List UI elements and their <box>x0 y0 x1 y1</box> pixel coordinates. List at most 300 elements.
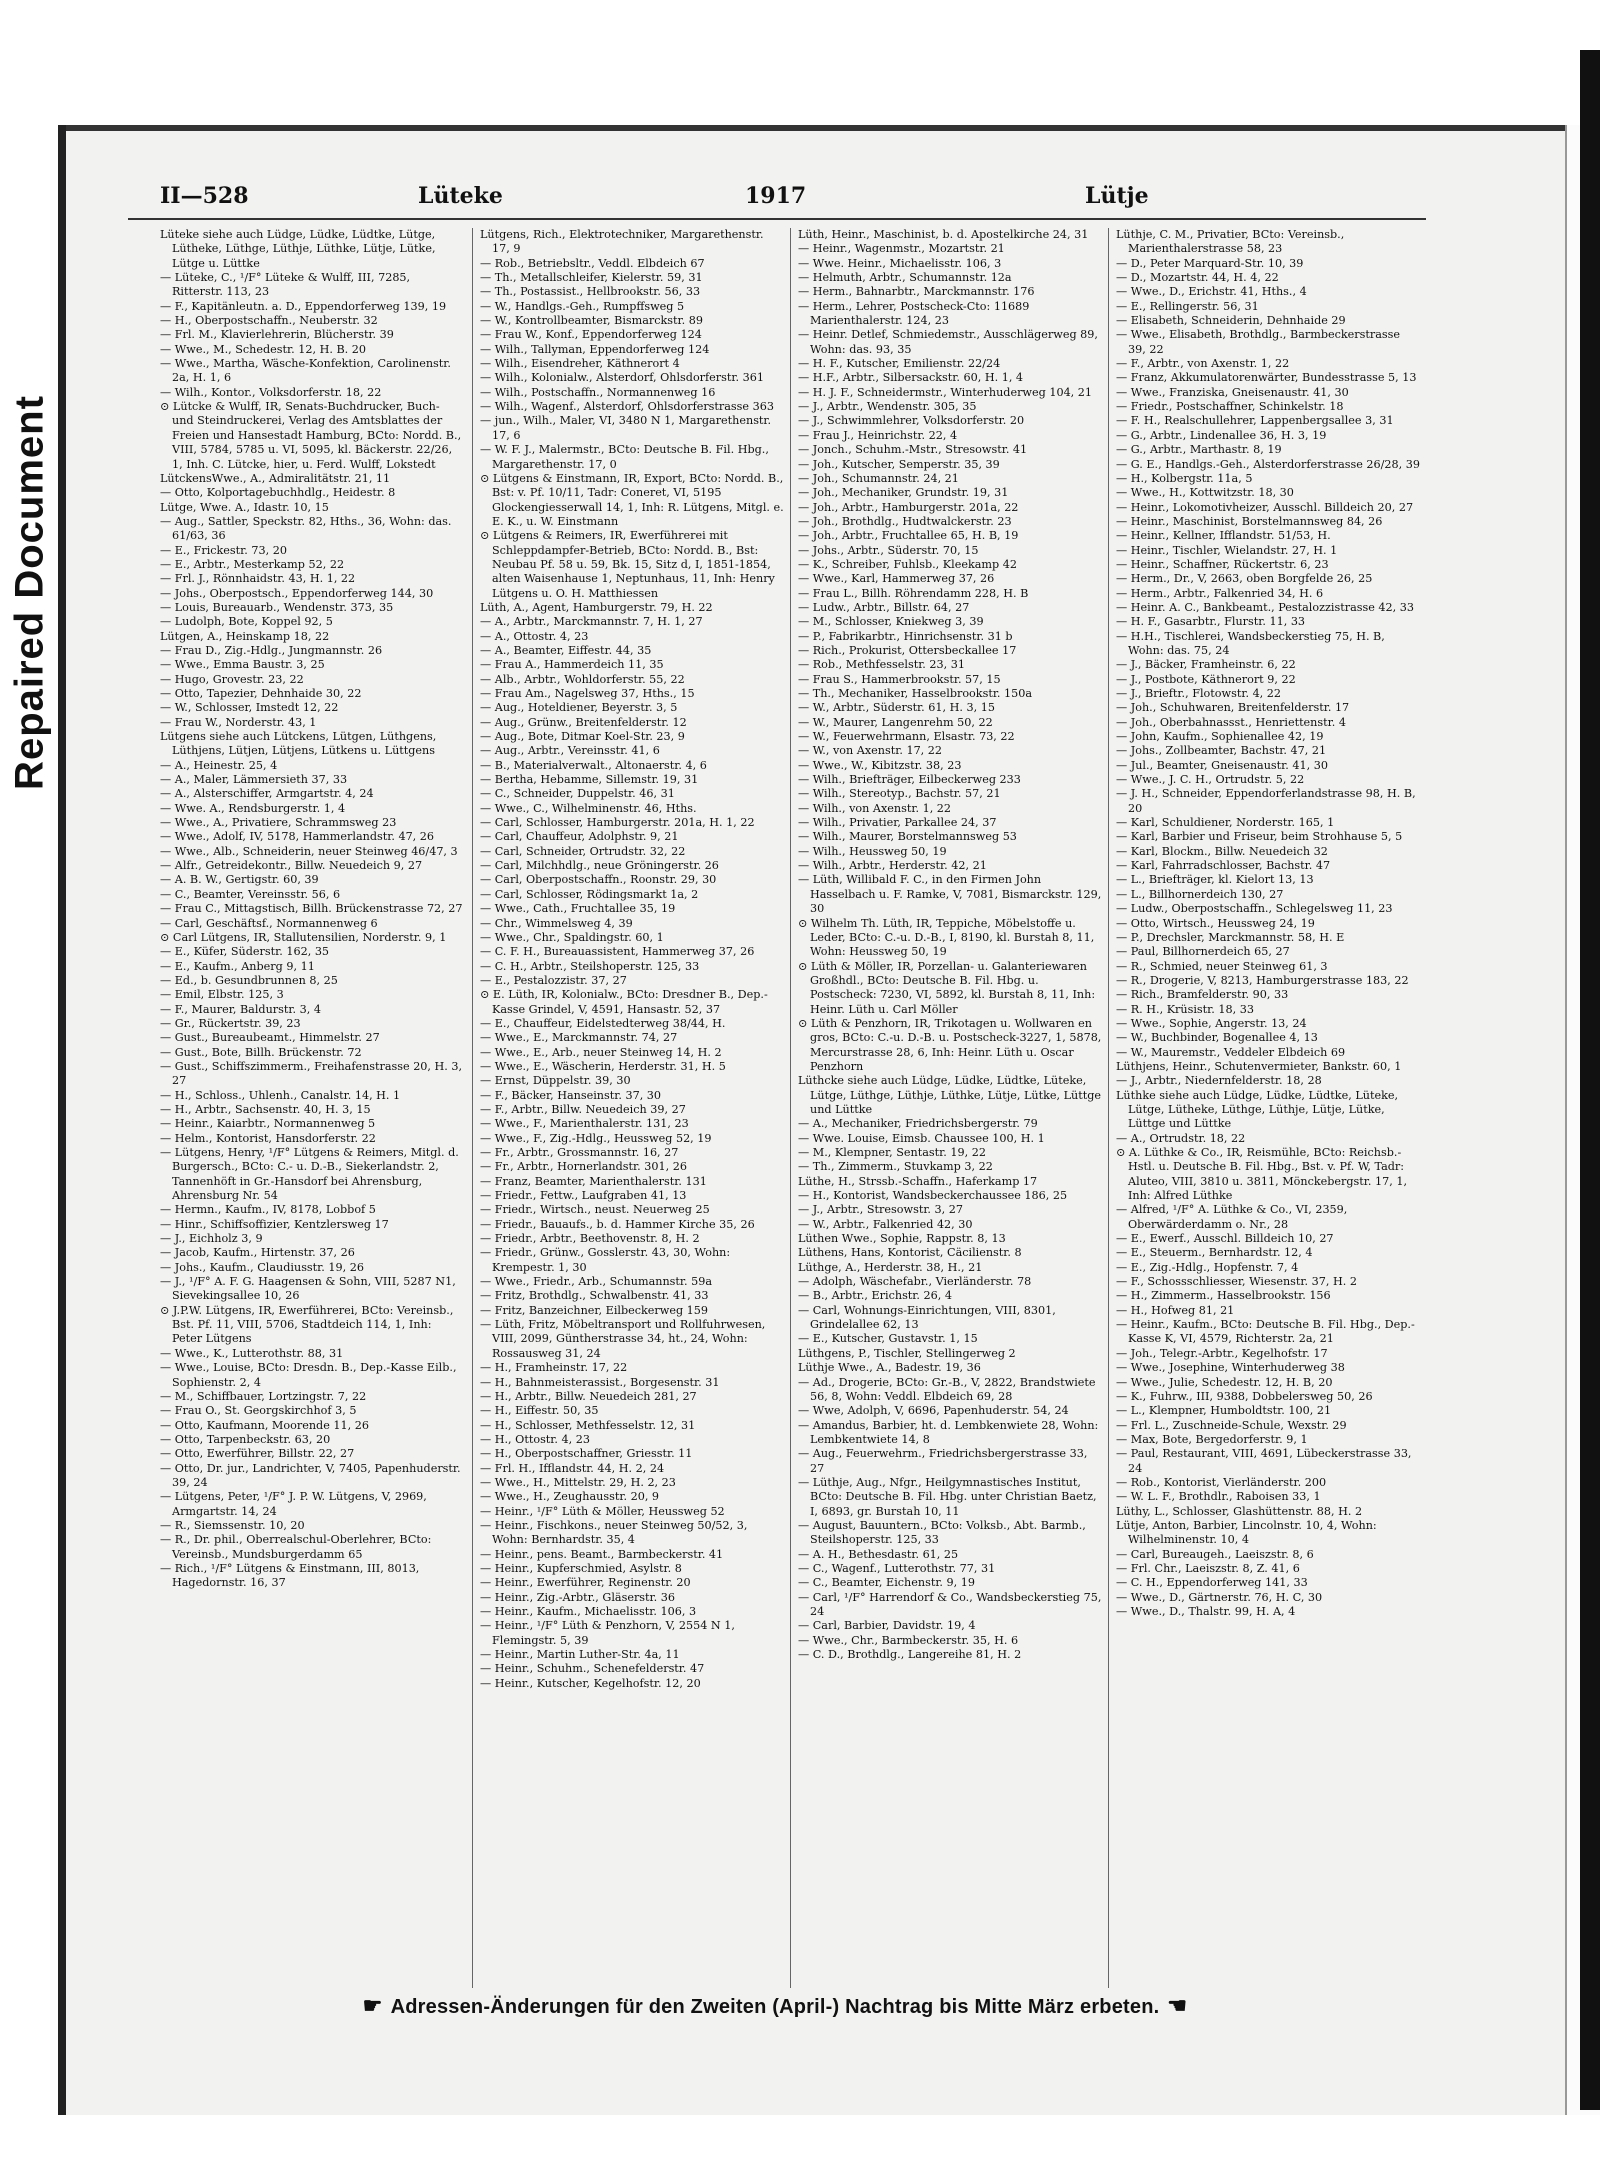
directory-entry: — A., Beamter, Eiffestr. 44, 35 <box>480 643 652 657</box>
directory-entry: — W., Mauremstr., Veddeler Elbdeich 69 <box>1116 1045 1346 1059</box>
directory-entry: — Friedr., Fettw., Laufgraben 41, 13 <box>480 1189 687 1203</box>
directory-entry: — Karl, Fahrradschlosser, Bachstr. 47 <box>1116 859 1331 873</box>
directory-entry: — Otto, Kolportagebuchhdlg., Heidestr. 8 <box>160 486 396 500</box>
directory-entry: Lüthjens, Heinr., Schutenvermieter, Bankstr. 60, 1 <box>1116 1059 1402 1073</box>
directory-entry: — Hinr., Schiffsoffizier, Kentzlersweg 17 <box>160 1217 389 1231</box>
column-divider <box>472 228 473 1988</box>
directory-entry: — F., Schossschliesser, Wiesenstr. 37, H. 2 <box>1116 1275 1357 1289</box>
directory-entry: — F., Arbtr., Billw. Neuedeich 39, 27 <box>480 1102 686 1116</box>
directory-entry: — Frau S., Hammerbrookstr. 57, 15 <box>798 672 1001 686</box>
directory-entry: — Helm., Kontorist, Hansdorferstr. 22 <box>160 1131 376 1145</box>
directory-entry: — Heinr., Martin Luther-Str. 4a, 11 <box>480 1648 680 1662</box>
directory-entry: — Fritz, Banzeichner, Eilbeckerweg 159 <box>480 1303 709 1317</box>
directory-entry: — Jacob, Kaufm., Hirtenstr. 37, 26 <box>160 1246 355 1260</box>
directory-entry: — Fritz, Brothdlg., Schwalbenstr. 41, 33 <box>480 1289 709 1303</box>
directory-entry: — J., Arbtr., Wendenstr. 305, 35 <box>798 400 977 414</box>
directory-entry: — E., Ewerf., Ausschl. Billdeich 10, 27 <box>1116 1232 1334 1246</box>
directory-entry: — H., Framheinstr. 17, 22 <box>480 1361 628 1375</box>
directory-entry: — Wwe., Cath., Fruchtallee 35, 19 <box>480 902 676 916</box>
directory-entry: — J., Bäcker, Framheinstr. 6, 22 <box>1116 658 1296 672</box>
directory-entry: — Heinr., Kutscher, Kegelhofstr. 12, 20 <box>480 1676 701 1690</box>
directory-entry: — Jul., Beamter, Gneisenaustr. 41, 30 <box>1116 758 1328 772</box>
directory-entry: — Max, Bote, Bergedorferstr. 9, 1 <box>1116 1432 1308 1446</box>
directory-entry: — K., Schreiber, Fuhlsb., Kleekamp 42 <box>798 557 1017 571</box>
directory-entry: — C. H., Eppendorferweg 141, 33 <box>1116 1576 1308 1590</box>
directory-entry: — Joh., Schumannstr. 24, 21 <box>798 471 959 485</box>
directory-entry: — A., Mechaniker, Friedrichsbergerstr. 79 <box>798 1117 1038 1131</box>
scanner-edge <box>1580 50 1600 2110</box>
directory-entry: — L., Briefträger, kl. Kielort 13, 13 <box>1116 873 1314 887</box>
directory-entry: — H., Zimmerm., Hasselbrookstr. 156 <box>1116 1289 1331 1303</box>
directory-entry: — Carl, Schneider, Ortrudstr. 32, 22 <box>480 844 686 858</box>
directory-entry: — B., Arbtr., Erichstr. 26, 4 <box>798 1289 953 1303</box>
directory-entry: — Wwe., Emma Baustr. 3, 25 <box>160 658 325 672</box>
directory-entry: — Wwe., H., Zeughausstr. 20, 9 <box>480 1490 660 1504</box>
directory-entry: — Gr., Rückertstr. 39, 23 <box>160 1016 301 1030</box>
directory-entry: — W., Kontrollbeamter, Bismarckstr. 89 <box>480 314 704 328</box>
directory-entry: — J., Brieftr., Flotowstr. 4, 22 <box>1116 687 1282 700</box>
directory-entry: — M., Schiffbauer, Lortzingstr. 7, 22 <box>160 1389 367 1403</box>
directory-entry: — Otto, Kaufmann, Moorende 11, 26 <box>160 1418 369 1432</box>
directory-entry: — Herm., Lehrer, Postscheck-Cto: 11689 Marienthalerstr. 124, 23 <box>798 299 1030 328</box>
directory-entry: — Frau W., Konf., Eppendorferweg 124 <box>480 328 702 342</box>
directory-entry: — Wilh., Briefträger, Eilbeckerweg 233 <box>798 773 1021 787</box>
directory-entry: — Alfred, ¹/F° A. Lüthke & Co., VI, 2359, Oberwärderdamm o. Nr., 28 <box>1116 1203 1348 1231</box>
directory-entry: Lüthgens, P., Tischler, Stellingerweg 2 <box>798 1346 1016 1360</box>
directory-entry: — Wwe., Franziska, Gneisenaustr. 41, 30 <box>1116 385 1349 399</box>
directory-entry: — Joh., Kutscher, Semperstr. 35, 39 <box>798 457 1000 471</box>
directory-entry: — Gust., Bote, Billh. Brückenstr. 72 <box>160 1045 362 1059</box>
directory-entry: — Lüthje, Aug., Nfgr., Heilgymnastisches Institut, BCto: Deutsche B. Fil. Hbg. unter Christian Baetz, I, 6893, gr. Burstah 10, 11 <box>798 1475 1097 1518</box>
directory-entry: — Joh., Schuhwaren, Breitenfelderstr. 17 <box>1116 701 1350 715</box>
directory-entry: — Heinr., ¹/F° Lüth & Möller, Heussweg 52 <box>480 1504 725 1518</box>
column-3 <box>798 228 1102 1988</box>
directory-entry: — Carl, Schlosser, Rödingsmarkt 1a, 2 <box>480 887 699 901</box>
directory-entry: — Wwe., Josephine, Winterhuderweg 38 <box>1116 1361 1345 1375</box>
directory-entry: — Herm., Arbtr., Falkenried 34, H. 6 <box>1116 586 1324 600</box>
directory-entry: ⊙ Lüth & Penzhorn, IR, Trikotagen u. Wollwaren en gros, BCto: C.-u. D.-B. u. Postscheck-3227, 1, 5878, Mercurstrasse 28, 6, Inh: Heinr. Lüth u. Oscar Penzhorn <box>798 1016 1102 1073</box>
directory-entry: — Rob., Kontorist, Vierländerstr. 200 <box>1116 1475 1327 1489</box>
directory-entry: — E., Kaufm., Anberg 9, 11 <box>160 959 315 973</box>
directory-entry: — Wilh., Kolonialw., Alsterdorf, Ohlsdorferstr. 361 <box>480 371 764 385</box>
directory-entry: — Carl, Oberpostschaffn., Roonstr. 29, 30 <box>480 873 717 887</box>
directory-entry: — F., Arbtr., von Axenstr. 1, 22 <box>1116 357 1290 371</box>
directory-entry: — Heinr., Kupferschmied, Asylstr. 8 <box>480 1561 682 1575</box>
directory-entry: — W., Maurer, Langenrehm 50, 22 <box>798 715 993 729</box>
directory-entry: — Frau A., Hammerdeich 11, 35 <box>480 658 664 672</box>
directory-entry: — Heinr., Tischler, Wielandstr. 27, H. 1 <box>1116 543 1338 557</box>
directory-entry: — H., Ottostr. 4, 23 <box>480 1432 590 1446</box>
directory-entry: — Fr., Arbtr., Grossmannstr. 16, 27 <box>480 1146 679 1159</box>
directory-entry: — Wwe., H., Kottwitzstr. 18, 30 <box>1116 486 1294 500</box>
directory-entry: — Wwe. Heinr., Michaelisstr. 106, 3 <box>798 256 1002 270</box>
directory-entry: — Carl, Wohnungs-Einrichtungen, VIII, 8301, Grindelallee 62, 13 <box>798 1303 1056 1332</box>
directory-entry: — F., Maurer, Baldurstr. 3, 4 <box>160 1002 321 1016</box>
directory-entry: — Joh., Mechaniker, Grundstr. 19, 31 <box>798 486 1009 500</box>
header-year: 1917 <box>745 183 807 209</box>
directory-entry: — Wwe., M., Schedestr. 12, H. B. 20 <box>160 342 367 356</box>
directory-entry: — E., Küfer, Süderstr. 162, 35 <box>160 945 330 959</box>
directory-entry: Lüthen Wwe., Sophie, Rappstr. 8, 13 <box>798 1232 1006 1246</box>
directory-entry: — Paul, Billhornerdeich 65, 27 <box>1116 945 1290 959</box>
directory-entry: — K., Fuhrw., III, 9388, Dobbelersweg 50, 26 <box>1116 1389 1373 1403</box>
directory-entry: — E., Kutscher, Gustavstr. 1, 15 <box>798 1332 978 1346</box>
directory-entry: — Frau Am., Nagelsweg 37, Hths., 15 <box>480 687 695 700</box>
header-rule <box>128 218 1426 220</box>
directory-entry: — F., Bäcker, Hanseinstr. 37, 30 <box>480 1088 662 1102</box>
directory-entry: ⊙ Wilhelm Th. Lüth, IR, Teppiche, Möbelstoffe u. Leder, BCto: C.-u. D.-B., I, 8190, kl. Burstah 8, 11, Wohn: Heussweg 50, 19 <box>798 916 1095 959</box>
directory-entry: — Heinr., Zig.-Arbtr., Gläserstr. 36 <box>480 1590 676 1604</box>
directory-entry: — Hermn., Kaufm., IV, 8178, Lobbof 5 <box>160 1203 376 1217</box>
directory-entry: — August, Bauuntern., BCto: Volksb., Abt. Barmb., Steilshoperstr. 125, 33 <box>798 1518 1086 1547</box>
directory-entry: — Rob., Methfesselstr. 23, 31 <box>798 658 966 672</box>
directory-entry: — H., Arbtr., Billw. Neuedeich 281, 27 <box>480 1389 697 1403</box>
directory-entry: Lüthje Wwe., A., Badestr. 19, 36 <box>798 1361 981 1375</box>
directory-entry: — Frau W., Norderstr. 43, 1 <box>160 715 317 729</box>
directory-entry: ⊙ Lüth & Möller, IR, Porzellan- u. Galanteriewaren Großhdl., BCto: Deutsche B. Fil. Hbg. u. Postscheck: 7230, VI, 5892, kl. Burstah 8, 11, Inh: Heinr. Lüth u. Carl Möller <box>798 959 1096 1016</box>
directory-entry: — C., Beamter, Eichenstr. 9, 19 <box>798 1576 976 1590</box>
directory-entry: — M., Klempner, Sentastr. 19, 22 <box>798 1146 986 1159</box>
directory-entry: — H. F., Kutscher, Emilienstr. 22/24 <box>798 357 1001 371</box>
directory-entry: — Wwe. A., Rendsburgerstr. 1, 4 <box>160 801 346 815</box>
directory-entry: — Otto, Dr. jur., Landrichter, V, 7405, Papenhuderstr. 39, 24 <box>160 1461 461 1489</box>
directory-entry: — Wwe., W., Kibitzstr. 38, 23 <box>798 758 962 772</box>
directory-entry: — C., Beamter, Vereinsstr. 56, 6 <box>160 887 341 901</box>
directory-entry: — Elisabeth, Schneiderin, Dehnhaide 29 <box>1116 314 1346 328</box>
directory-entry: — R. H., Krüsistr. 18, 33 <box>1116 1002 1254 1016</box>
directory-entry: Lütgens siehe auch Lütckens, Lütgen, Lüthgens, Lüthjens, Lütjen, Lütjens, Lütkens u. Lüttgens <box>160 730 437 758</box>
directory-entry: — Wwe., Karl, Hammerweg 37, 26 <box>798 572 995 586</box>
directory-entry: — Louis, Bureauarb., Wendenstr. 373, 35 <box>160 600 394 614</box>
directory-entry: — Carl, Geschäftsf., Normannenweg 6 <box>160 916 378 930</box>
directory-entry: — A., Alsterschiffer, Armgartstr. 4, 24 <box>160 787 374 801</box>
directory-entry: Lütgens, Rich., Elektrotechniker, Margarethenstr. 17, 9 <box>480 228 764 256</box>
directory-entry: — Carl, Bureaugeh., Laeiszstr. 8, 6 <box>1116 1547 1314 1561</box>
directory-entry: Lütgen, A., Heinskamp 18, 22 <box>160 629 330 643</box>
directory-entry: — Aug., Sattler, Speckstr. 82, Hths., 36, Wohn: das. 61/63, 36 <box>160 514 452 543</box>
directory-entry: — C. D., Brothdlg., Langereihe 81, H. 2 <box>798 1648 1022 1662</box>
page-number: II—528 <box>160 183 249 209</box>
directory-entry: — Carl, Chauffeur, Adolphstr. 9, 21 <box>480 830 679 844</box>
directory-entry: — H.F., Arbtr., Silbersackstr. 60, H. 1, 4 <box>798 371 1024 385</box>
directory-entry: Lüth, Heinr., Maschinist, b. d. Apostelkirche 24, 31 <box>798 228 1089 241</box>
directory-entry: — Aug., Feuerwehrm., Friedrichsbergerstrasse 33, 27 <box>798 1447 1088 1475</box>
directory-entry: — H., Eiffestr. 50, 35 <box>480 1404 599 1418</box>
directory-entry: — H., Schlosser, Methfesselstr. 12, 31 <box>480 1418 696 1432</box>
directory-entry: Lüteke siehe auch Lüdge, Lüdke, Lüdtke, Lütge, Lütheke, Lüthge, Lüthje, Lüthke, Lütje, Lütke, Lütge u. Lüttke <box>160 228 436 270</box>
directory-entry: — Aug., Bote, Ditmar Koel-Str. 23, 9 <box>480 730 685 744</box>
directory-entry: Lüthy, L., Schlosser, Glashüttenstr. 88, H. 2 <box>1116 1504 1363 1518</box>
directory-entry: — Th., Postassist., Hellbrookstr. 56, 33 <box>480 285 701 299</box>
directory-entry: — Heinr., Kaufm., Michaelisstr. 106, 3 <box>480 1605 697 1618</box>
directory-entry: — R., Schmied, neuer Steinweg 61, 3 <box>1116 959 1328 973</box>
directory-entry: — Otto, Tapezier, Dehnhaide 30, 22 <box>160 687 362 700</box>
directory-entry: — Ludw., Arbtr., Billstr. 64, 27 <box>798 600 970 614</box>
directory-entry: — H., Oberpostschaffn., Neuberstr. 32 <box>160 314 378 328</box>
directory-entry: — H., Oberpostschaffner, Griesstr. 11 <box>480 1447 693 1461</box>
directory-entry: — Wilh., von Axenstr. 1, 22 <box>798 801 952 815</box>
directory-entry: — Frau J., Heinrichstr. 22, 4 <box>798 428 958 442</box>
directory-entry: — J., Eichholz 3, 9 <box>160 1232 263 1246</box>
directory-entry: — Lütgens, Peter, ¹/F° J. P. W. Lütgens, V, 2969, Armgartstr. 14, 24 <box>160 1490 427 1518</box>
directory-entry: Lüthens, Hans, Kontorist, Cäcilienstr. 8 <box>798 1246 1022 1260</box>
directory-entry: — Wwe., Adolf, IV, 5178, Hammerlandstr. 47, 26 <box>160 830 435 844</box>
directory-entry: — Chr., Wimmelsweg 4, 39 <box>480 916 633 930</box>
directory-entry: — Wwe., Alb., Schneiderin, neuer Steinweg 46/47, 3 <box>160 844 458 858</box>
directory-entry: — Th., Mechaniker, Hasselbrookstr. 150a <box>798 687 1033 700</box>
directory-entry: — Frau C., Mittagstisch, Billh. Brückenstrasse 72, 27 <box>160 902 463 916</box>
column-4 <box>1116 228 1420 1988</box>
directory-entry: — Lütgens, Henry, ¹/F° Lütgens & Reimers, Mitgl. d. Burgersch., BCto: C.- u. D.-B., Siekerlandstr. 2, Tannenhöft in Gr.-Hansdorf bei Ahrensburg, Ahrensburg Nr. 54 <box>160 1146 459 1203</box>
repaired-document-label: Repaired Document <box>7 395 52 790</box>
directory-entry: — A. H., Bethesdastr. 61, 25 <box>798 1547 959 1561</box>
directory-entry: — J., Arbtr., Stresowstr. 3, 27 <box>798 1203 964 1217</box>
directory-entry: — Jonch., Schuhm.-Mstr., Stresowstr. 41 <box>798 443 1028 457</box>
directory-entry: — L., Klempner, Humboldtstr. 100, 21 <box>1116 1404 1332 1418</box>
directory-entry: — Wilh., Maurer, Borstelmannsweg 53 <box>798 830 1017 844</box>
header-first-word: Lüteke <box>418 183 503 209</box>
directory-entry: — M., Schlosser, Kniekweg 3, 39 <box>798 615 984 629</box>
directory-entry: Lüthje, C. M., Privatier, BCto: Vereinsb., Marienthalerstrasse 58, 23 <box>1116 228 1345 256</box>
directory-entry: — Wilh., Arbtr., Herderstr. 42, 21 <box>798 859 987 873</box>
directory-entry: — J., Arbtr., Niedernfelderstr. 18, 28 <box>1116 1074 1322 1088</box>
directory-entry: — Frl. L., Zuschneide-Schule, Wexstr. 29 <box>1116 1418 1347 1432</box>
directory-entry: — Wwe., E., Marckmannstr. 74, 27 <box>480 1031 678 1045</box>
directory-entry: — Wwe., E., Arb., neuer Steinweg 14, H. 2 <box>480 1045 722 1059</box>
directory-entry: — Franz, Beamter, Marienthalerstr. 131 <box>480 1174 707 1188</box>
directory-entry: — Wwe., Louise, BCto: Dresdn. B., Dep.-Kasse Eilb., Sophienstr. 2, 4 <box>160 1361 457 1389</box>
directory-entry: — Carl, Barbier, Davidstr. 19, 4 <box>798 1619 976 1633</box>
directory-entry: — Heinr. Detlef, Schmiedemstr., Ausschlägerweg 89, Wohn: das. 93, 35 <box>798 328 1098 356</box>
directory-entry: — R., Dr. phil., Oberrealschul-Oberlehrer, BCto: Vereinsb., Mundsburgerdamm 65 <box>160 1533 432 1561</box>
directory-entry: — Heinr., Kaufm., BCto: Deutsche B. Fil. Hbg., Dep.-Kasse K, VI, 4579, Richterstr. 2a, 21 <box>1116 1318 1415 1346</box>
directory-entry: — Wwe., D., Gärtnerstr. 76, H. C, 30 <box>1116 1590 1323 1604</box>
directory-entry: — W., Arbtr., Süderstr. 61, H. 3, 15 <box>798 701 995 715</box>
directory-entry: — A. B. W., Gertigstr. 60, 39 <box>160 873 319 887</box>
directory-entry: — Heinr., Maschinist, Borstelmannsweg 84, 26 <box>1116 514 1383 528</box>
directory-entry: ⊙ Lütgens & Einstmann, IR, Export, BCto: Nordd. B., Bst: v. Pf. 10/11, Tadr: Coneret, VI, 5195 Glockengiesserwall 14, 1, Inh: R. Lütgens, Mitgl. e. E. K., u. W. Einstmann <box>480 471 784 528</box>
directory-entry: — W. F. J., Malermstr., BCto: Deutsche B. Fil. Hbg., Margarethenstr. 17, 0 <box>480 443 769 471</box>
directory-entry: — Heinr., Kaiarbtr., Normannenweg 5 <box>160 1117 376 1131</box>
directory-entry: ⊙ Carl Lütgens, IR, Stallutensilien, Norderstr. 9, 1 <box>160 930 447 944</box>
directory-entry: — Frl. J., Rönnhaidstr. 43, H. 1, 22 <box>160 572 356 586</box>
directory-entry: — Th., Metallschleifer, Kielerstr. 59, 31 <box>480 271 703 285</box>
directory-entry: — Friedr., Bauaufs., b. d. Hammer Kirche 35, 26 <box>480 1217 755 1231</box>
directory-entry: — Herm., Bahnarbtr., Marckmannstr. 176 <box>798 285 1035 299</box>
directory-entry: — Carl, ¹/F° Harrendorf & Co., Wandsbeckerstieg 75, 24 <box>798 1590 1102 1618</box>
directory-entry: — Ed., b. Gesundbrunnen 8, 25 <box>160 973 338 987</box>
directory-entry: — Heinr., Fischkons., neuer Steinweg 50/52, 3, Wohn: Bernhardstr. 35, 4 <box>480 1518 748 1547</box>
directory-entry: — Heinr. A. C., Bankbeamt., Pestalozzistrasse 42, 33 <box>1116 600 1414 614</box>
directory-entry: — Johs., Arbtr., Süderstr. 70, 15 <box>798 543 979 557</box>
directory-entry: — J., Postbote, Käthnerort 9, 22 <box>1116 672 1296 686</box>
directory-entry: — A., Maler, Lämmersieth 37, 33 <box>160 773 348 787</box>
directory-entry: — E., Zig.-Hdlg., Hopfenstr. 7, 4 <box>1116 1260 1299 1274</box>
directory-entry: — jun., Wilh., Maler, VI, 3480 N 1, Margarethenstr. 17, 6 <box>480 414 772 442</box>
directory-entry: — Otto, Wirtsch., Heussweg 24, 19 <box>1116 916 1315 930</box>
directory-entry: ⊙ Lütcke & Wulff, IR, Senats-Buchdrucker, Buch- und Steindruckerei, Verlag des Amtsblattes der Freien und Hansestadt Hamburg, BCto: Nordd. B., VIII, 5784, 5785 u. VI, 5095, kl. Bäckerstr. 22/26, 1, Inh. C. Lütcke, hier, u. Ferd. Wulff, Lokstedt <box>160 400 462 471</box>
directory-entry: — H., Kolbergstr. 11a, 5 <box>1116 471 1253 485</box>
directory-entry: — Heinr., Lokomotivheizer, Ausschl. Billdeich 20, 27 <box>1116 500 1414 514</box>
column-2 <box>480 228 784 1988</box>
directory-entry: — W., Buchbinder, Bogenallee 4, 13 <box>1116 1031 1318 1045</box>
page-header <box>160 183 1430 217</box>
directory-entry: — J. H., Schneider, Eppendorferlandstrasse 98, H. B, 20 <box>1116 787 1416 815</box>
directory-entry: — Johs., Zollbeamter, Bachstr. 47, 21 <box>1116 744 1327 758</box>
directory-entry: — Herm., Dr., V, 2663, oben Borgfelde 26, 25 <box>1116 572 1373 586</box>
directory-entry: — P., Drechsler, Marckmannstr. 58, H. E <box>1116 930 1345 944</box>
directory-entry: — Aug., Grünw., Breitenfelderstr. 12 <box>480 715 687 729</box>
directory-entry: — A., Ortrudstr. 18, 22 <box>1116 1131 1246 1145</box>
directory-entry: LütckensWwe., A., Admiralitätstr. 21, 11 <box>160 471 391 485</box>
directory-entry: — W., Feuerwehrmann, Elsastr. 73, 22 <box>798 730 1015 744</box>
directory-entry: — Wilh., Privatier, Parkallee 24, 37 <box>798 816 997 830</box>
directory-entry: — Gust., Bureaubeamt., Himmelstr. 27 <box>160 1031 380 1045</box>
directory-entry: — Heinr., ¹/F° Lüth & Penzhorn, V, 2554 N 1, Flemingstr. 5, 39 <box>480 1619 735 1647</box>
directory-entry: — Frau O., St. Georgskirchhof 3, 5 <box>160 1404 357 1418</box>
directory-entry: — Wwe., A., Privatiere, Schrammsweg 23 <box>160 816 397 830</box>
directory-entry: ⊙ A. Lüthke & Co., IR, Reismühle, BCto: Reichsb.-Hstl. u. Deutsche B. Fil. Hbg., Bst. v. Pf. W, Tadr: Aluteo, VIII, 3810 u. 3811, Mönckebergstr. 17, 1, Inh: Alfred Lüthke <box>1116 1146 1408 1203</box>
directory-entry: — W., Handlgs.-Geh., Rumpffsweg 5 <box>480 299 685 313</box>
directory-entry: — Wwe., Julie, Schedestr. 12, H. B, 20 <box>1116 1375 1333 1389</box>
directory-entry: — Wwe. Louise, Eimsb. Chaussee 100, H. 1 <box>798 1131 1045 1145</box>
directory-entry: — Heinr., Schuhm., Schenefelderstr. 47 <box>480 1662 705 1676</box>
directory-entry: — Heinr., pens. Beamt., Barmbeckerstr. 41 <box>480 1547 724 1561</box>
directory-entry: — Frl. Chr., Laeiszstr. 8, Z. 41, 6 <box>1116 1561 1300 1575</box>
directory-columns <box>160 228 1430 2008</box>
directory-entry: — L., Billhornerdeich 130, 27 <box>1116 887 1284 901</box>
directory-entry: — Fr., Arbtr., Hornerlandstr. 301, 26 <box>480 1160 687 1174</box>
pointing-hand-icon: ☛ <box>1167 1993 1188 2018</box>
directory-entry: — C., Wagenf., Lutterothstr. 77, 31 <box>798 1561 996 1575</box>
directory-entry: — Friedr., Grünw., Gosslerstr. 43, 30, Wohn: Krempestr. 1, 30 <box>480 1246 731 1274</box>
directory-entry: — Aug., Arbtr., Vereinsstr. 41, 6 <box>480 744 660 758</box>
side-banner <box>0 150 52 790</box>
directory-entry: — D., Mozartstr. 44, H. 4, 22 <box>1116 271 1279 285</box>
header-last-word: Lütje <box>1085 183 1149 209</box>
directory-entry: — H. F., Gasarbtr., Flurstr. 11, 33 <box>1116 615 1306 629</box>
directory-entry: Lüthge, A., Herderstr. 38, H., 21 <box>798 1260 983 1274</box>
directory-entry: — Heinr., Wagenmstr., Mozartstr. 21 <box>798 242 1005 256</box>
column-divider <box>790 228 791 1988</box>
directory-entry: — H., Kontorist, Wandsbeckerchaussee 186, 25 <box>798 1189 1068 1203</box>
directory-entry: — Lüteke, C., ¹/F° Lüteke & Wulff, III, 7285, Ritterstr. 113, 23 <box>160 271 411 299</box>
directory-entry: — J., Schwimmlehrer, Volksdorferstr. 20 <box>798 414 1025 428</box>
directory-entry: — Friedr., Wirtsch., neust. Neuerweg 25 <box>480 1203 710 1217</box>
directory-entry: — E., Chauffeur, Eidelstedterweg 38/44, H. <box>480 1016 726 1030</box>
directory-entry: — Joh., Telegr.-Arbtr., Kegelhofstr. 17 <box>1116 1346 1328 1360</box>
directory-entry: — Friedr., Postschaffner, Schinkelstr. 18 <box>1116 400 1344 414</box>
directory-entry: — Karl, Blockm., Billw. Neuedeich 32 <box>1116 844 1328 858</box>
directory-entry: — Alb., Arbtr., Wohldorferstr. 55, 22 <box>480 672 685 686</box>
directory-entry: — Ernst, Düppelstr. 39, 30 <box>480 1074 631 1088</box>
directory-entry: Lütge, Wwe. A., Idastr. 10, 15 <box>160 500 329 514</box>
directory-entry: — Wwe., J. C. H., Ortrudstr. 5, 22 <box>1116 773 1305 787</box>
directory-entry: ⊙ Lütgens & Reimers, IR, Ewerführerei mit Schleppdampfer-Betrieb, BCto: Nordd. B., Bst: Neubau Pf. 58 u. 59, Bk. 15, Sitz d, I, 1851-1854, alten Waisenhause 1, Neptunhaus, 11, Inh: Henry Lütgens u. O. H. Matthiessen <box>480 529 775 600</box>
directory-entry: ⊙ E. Lüth, IR, Kolonialw., BCto: Dresdner B., Dep.-Kasse Grindel, V, 4591, Hansastr. 52, 37 <box>480 988 768 1016</box>
directory-entry: — Rich., Prokurist, Ottersbeckallee 17 <box>798 643 1017 657</box>
column-divider <box>1108 228 1109 1988</box>
directory-entry: — B., Materialverwalt., Altonaerstr. 4, 6 <box>480 758 707 772</box>
directory-entry: — Wwe, Adolph, V, 6696, Papenhuderstr. 54, 24 <box>798 1404 1069 1418</box>
directory-entry: — Wwe., Chr., Barmbeckerstr. 35, H. 6 <box>798 1633 1019 1647</box>
directory-entry: — Joh., Brothdlg., Hudtwalckerstr. 23 <box>798 514 1012 528</box>
directory-entry: — Gust., Schiffszimmerm., Freihafenstrasse 20, H. 3, 27 <box>160 1059 463 1088</box>
directory-entry: — Ad., Drogerie, BCto: Gr.-B., V, 2822, Brandstwiete 56, 8, Wohn: Veddl. Elbdeich 69, 28 <box>798 1375 1096 1403</box>
directory-entry: — Joh., Oberbahnassst., Henriettenstr. 4 <box>1116 715 1346 729</box>
directory-entry: — G., Arbtr., Lindenallee 36, H. 3, 19 <box>1116 428 1327 442</box>
directory-entry: — Ludolph, Bote, Koppel 92, 5 <box>160 615 333 629</box>
directory-entry: — W. L. F., Brothdlr., Raboisen 33, 1 <box>1116 1490 1321 1504</box>
directory-entry: — Rich., Bramfelderstr. 90, 33 <box>1116 988 1289 1002</box>
directory-entry: — Wwe., D., Erichstr. 41, Hths., 4 <box>1116 285 1307 299</box>
directory-entry: — Wilh., Eisendreher, Käthnerort 4 <box>480 357 680 371</box>
directory-entry: — J., ¹/F° A. F. G. Haagensen & Sohn, VIII, 5287 N1, Sievekingsallee 10, 26 <box>160 1275 456 1303</box>
directory-entry: — Alfr., Getreidekontr., Billw. Neuedeich 9, 27 <box>160 859 423 873</box>
directory-entry: — P., Fabrikarbtr., Hinrichsenstr. 31 b <box>798 629 1013 643</box>
directory-entry: — Wwe., Chr., Spaldingstr. 60, 1 <box>480 930 664 944</box>
directory-entry: — E., Pestalozzistr. 37, 27 <box>480 973 627 987</box>
directory-entry: — C. F. H., Bureauassistent, Hammerweg 37, 26 <box>480 945 755 959</box>
directory-entry: — Joh., Arbtr., Fruchtallee 65, H. B, 19 <box>798 529 1019 543</box>
directory-entry: — H.H., Tischlerei, Wandsbeckerstieg 75, H. B, Wohn: das. 75, 24 <box>1116 629 1385 657</box>
directory-entry: — D., Peter Marquard-Str. 10, 39 <box>1116 256 1304 270</box>
directory-entry: — Lüth, Willibald F. C., in den Firmen John Hasselbach u. F. Ramke, V, 7081, Bismarckstr. 129, 30 <box>798 873 1102 916</box>
directory-entry: — Wwe., C., Wilhelminenstr. 46, Hths. <box>480 801 697 815</box>
directory-entry: — A., Heinestr. 25, 4 <box>160 758 278 772</box>
directory-entry: — Frau D., Zig.-Hdlg., Jungmannstr. 26 <box>160 643 383 657</box>
directory-entry: — Wwe., F., Marienthalerstr. 131, 23 <box>480 1117 689 1131</box>
directory-entry: — C., Schneider, Duppelstr. 46, 31 <box>480 787 675 801</box>
directory-entry: Lüthcke siehe auch Lüdge, Lüdke, Lüdtke, Lüteke, Lütge, Lüthge, Lüthje, Lüthke, Lütje, Lütke, Lüttge und Lüttke <box>798 1074 1102 1116</box>
directory-entry: — Otto, Ewerführer, Billstr. 22, 27 <box>160 1447 355 1461</box>
directory-entry: — G., Arbtr., Marthastr. 8, 19 <box>1116 443 1282 457</box>
directory-entry: ⊙ J.P.W. Lütgens, IR, Ewerführerei, BCto: Vereinsb., Bst. Pf. 11, VIII, 5706, Stadtdeich 114, 1, Inh: Peter Lütgens <box>160 1303 454 1346</box>
directory-entry: — Wwe., F., Zig.-Hdlg., Heussweg 52, 19 <box>480 1131 712 1145</box>
directory-entry: — Heinr., Schaffner, Rückertstr. 6, 23 <box>1116 557 1329 571</box>
directory-entry: — W., Arbtr., Falkenried 42, 30 <box>798 1217 973 1231</box>
directory-entry: — R., Siemssenstr. 10, 20 <box>160 1518 305 1532</box>
directory-entry: — Wilh., Stereotyp., Bachstr. 57, 21 <box>798 787 1001 801</box>
directory-entry: — Wwe., H., Mittelstr. 29, H. 2, 23 <box>480 1475 676 1489</box>
directory-entry: — Bertha, Hebamme, Sillemstr. 19, 31 <box>480 773 699 787</box>
directory-entry: — E., Rellingerstr. 56, 31 <box>1116 299 1259 313</box>
directory-entry: — Wwe., Sophie, Angerstr. 13, 24 <box>1116 1016 1307 1030</box>
directory-entry: Lüthe, H., Strssb.-Schaffn., Haferkamp 17 <box>798 1174 1038 1188</box>
directory-entry: — H., Bahnmeisterassist., Borgesenstr. 31 <box>480 1375 720 1389</box>
directory-entry: — Rob., Betriebsltr., Veddl. Elbdeich 67 <box>480 256 705 270</box>
directory-entry: — H., Schloss., Uhlenh., Canalstr. 14, H. 1 <box>160 1088 401 1102</box>
directory-entry: — Wwe., E., Wäscherin, Herderstr. 31, H. 5 <box>480 1059 726 1073</box>
directory-entry: — Emil, Elbstr. 125, 3 <box>160 988 284 1002</box>
directory-entry: — Heinr., Kellner, Ifflandstr. 51/53, H. <box>1116 529 1331 543</box>
directory-entry: — Amandus, Barbier, ht. d. Lembkenwiete 28, Wohn: Lembkentwiete 14, 8 <box>798 1418 1099 1446</box>
footer-text: Adressen-Änderungen für den Zweiten (April-) Nachtrag bis Mitte März erbeten. <box>390 1996 1160 2018</box>
directory-entry: — W., Schlosser, Imstedt 12, 22 <box>160 701 339 715</box>
directory-entry: — Lüth, Fritz, Möbeltransport und Rollfuhrwesen, VIII, 2099, Güntherstrasse 34, ht., 24, Wohn: Rossausweg 31, 24 <box>480 1318 766 1360</box>
directory-entry: — Wwe., Friedr., Arb., Schumannstr. 59a <box>480 1275 713 1289</box>
directory-entry: — E., Arbtr., Mesterkamp 52, 22 <box>160 557 345 571</box>
directory-entry: — A., Ottostr. 4, 23 <box>480 629 589 643</box>
directory-entry: — G. E., Handlgs.-Geh., Alsterdorferstrasse 26/28, 39 <box>1116 457 1420 471</box>
directory-entry: — Aug., Hoteldiener, Beyerstr. 3, 5 <box>480 701 678 715</box>
column-1 <box>160 228 464 1988</box>
directory-entry: — Franz, Akkumulatorenwärter, Bundesstrasse 5, 13 <box>1116 371 1417 385</box>
directory-entry: — Ludw., Oberpostschaffn., Schlegelsweg 11, 23 <box>1116 902 1393 916</box>
directory-entry: — Karl, Schuldiener, Norderstr. 165, 1 <box>1116 816 1335 830</box>
directory-entry: — Friedr., Arbtr., Beethovenstr. 8, H. 2 <box>480 1232 700 1246</box>
directory-entry: — Carl, Milchhdlg., neue Gröningerstr. 26 <box>480 859 719 873</box>
